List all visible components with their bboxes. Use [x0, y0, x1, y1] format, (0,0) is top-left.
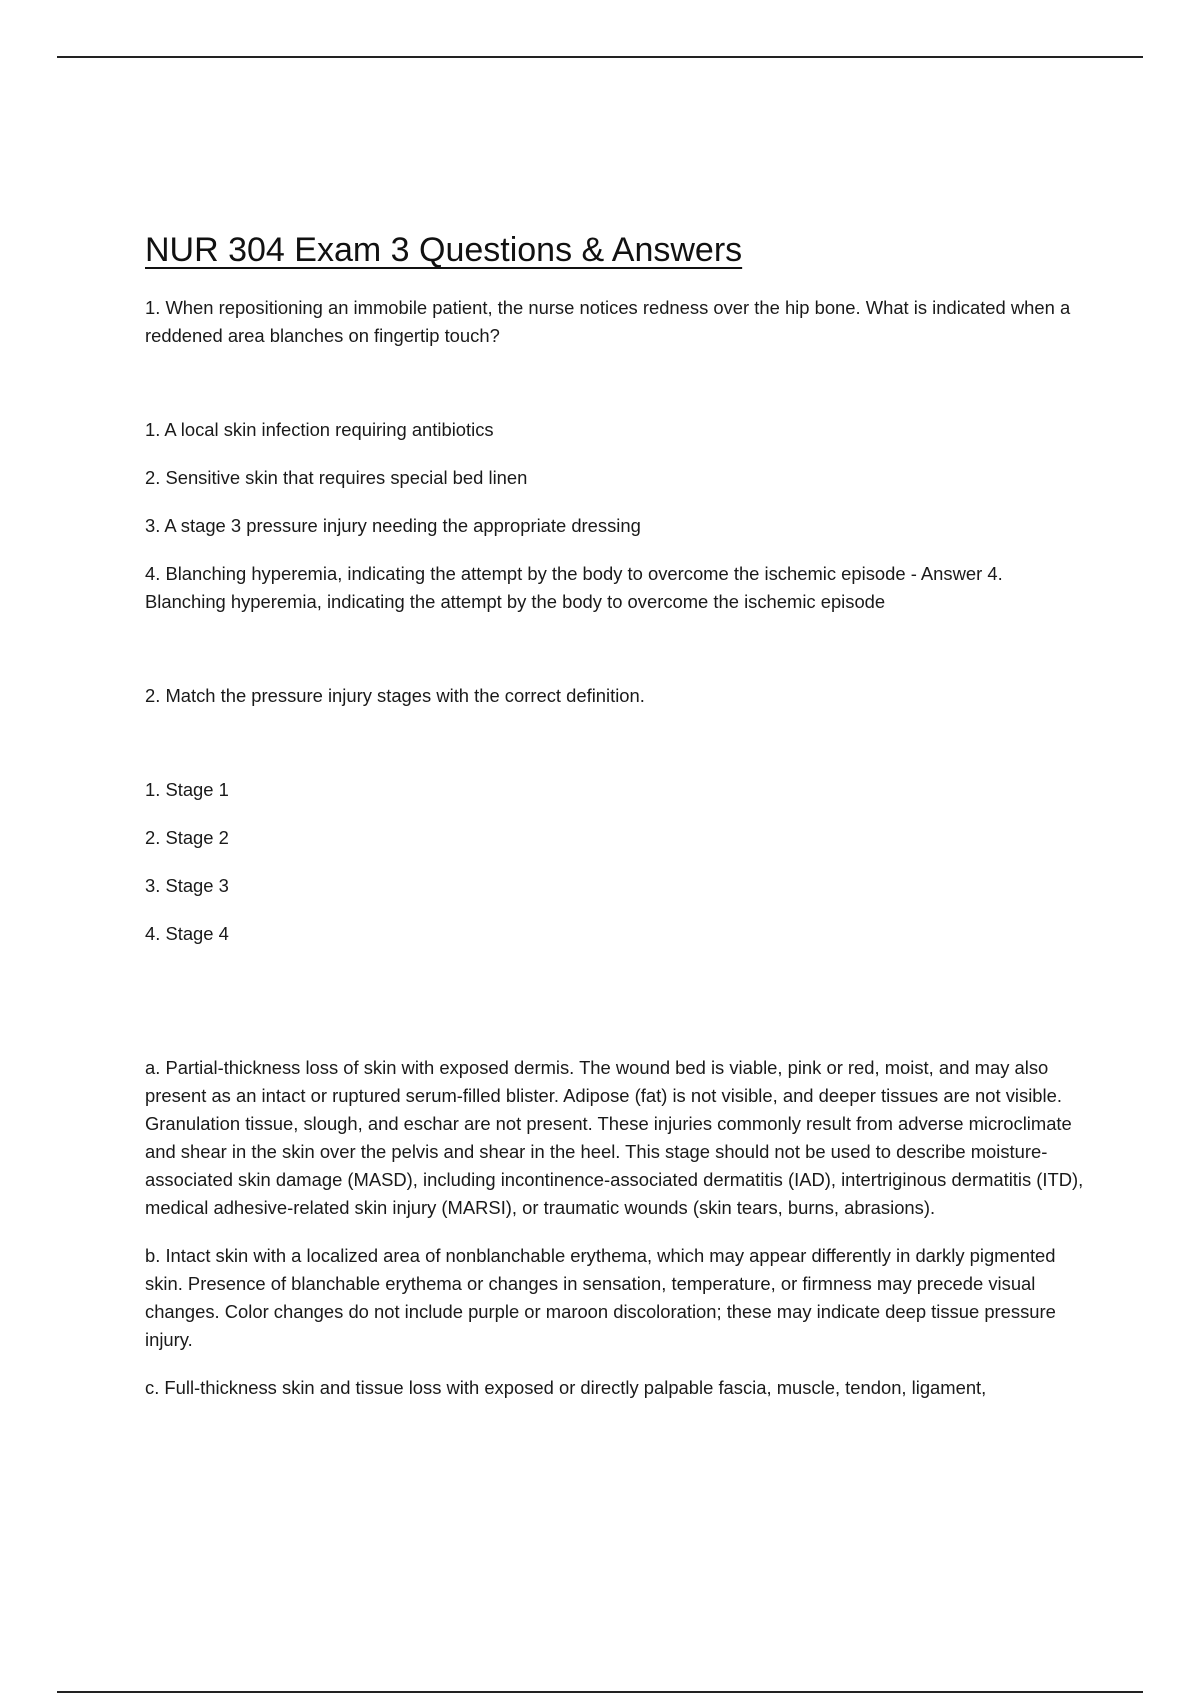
option-item: 1. A local skin infection requiring antibiotics: [145, 419, 494, 440]
stage-item: 3. Stage 3: [145, 875, 229, 896]
definition-item: a. Partial-thickness loss of skin with exposed dermis. The wound bed is viable, pink or red, moist, and may also present as an intact or ruptured serum-filled blister. Adipose (fat) is not visible, and deeper tissues are not visible. Granulation tissue, slough, and eschar are not present. These injuries commonly result from adverse microclimate and shear in the skin over the pelvis and shear in the heel. This stage should not be used to describe moisture-associated skin damage (MASD), including incontinence-associated dermatitis (IAD), intertriginous dermatitis (ITD), medical adhesive-related skin injury (MARSI), or traumatic wounds (skin tears, burns, abrasions).: [145, 1057, 1084, 1218]
question-1-options: [145, 416, 1085, 616]
option-item: 3. A stage 3 pressure injury needing the appropriate dressing: [145, 515, 641, 536]
definition-item: b. Intact skin with a localized area of nonblanchable erythema, which may appear differently in darkly pigmented skin. Presence of blanchable erythema or changes in sensation, temperature, or firmness may precede visual changes. Color changes do not include purple or maroon discoloration; these may indicate deep tissue pressure injury.: [145, 1245, 1056, 1350]
bottom-rule: [57, 1691, 1143, 1693]
definition-item: c. Full-thickness skin and tissue loss with exposed or directly palpable fascia, muscle, tendon, ligament,: [145, 1377, 987, 1398]
document-title: NUR 304 Exam 3 Questions & Answers: [145, 231, 743, 269]
stage-item: 4. Stage 4: [145, 923, 229, 944]
stage-item: 2. Stage 2: [145, 827, 229, 848]
question-1-text: 1. When repositioning an immobile patient, the nurse notices redness over the hip bone. What is indicated when a reddened area blanches on fingertip touch?: [145, 297, 1071, 346]
question-2-text: 2. Match the pressure injury stages with the correct definition.: [145, 685, 645, 706]
stage-item: 1. Stage 1: [145, 779, 229, 800]
option-item-answer: 4. Blanching hyperemia, indicating the attempt by the body to overcome the ischemic episode - Answer 4. Blanching hyperemia, indicating the attempt by the body to overcome the ischemic episode: [145, 563, 1003, 612]
top-rule: [57, 56, 1143, 58]
question-2-definitions: [145, 1054, 1085, 1402]
document-body: [145, 226, 1085, 1422]
question-2-stages: [145, 776, 1085, 948]
option-item: 2. Sensitive skin that requires special bed linen: [145, 467, 528, 488]
